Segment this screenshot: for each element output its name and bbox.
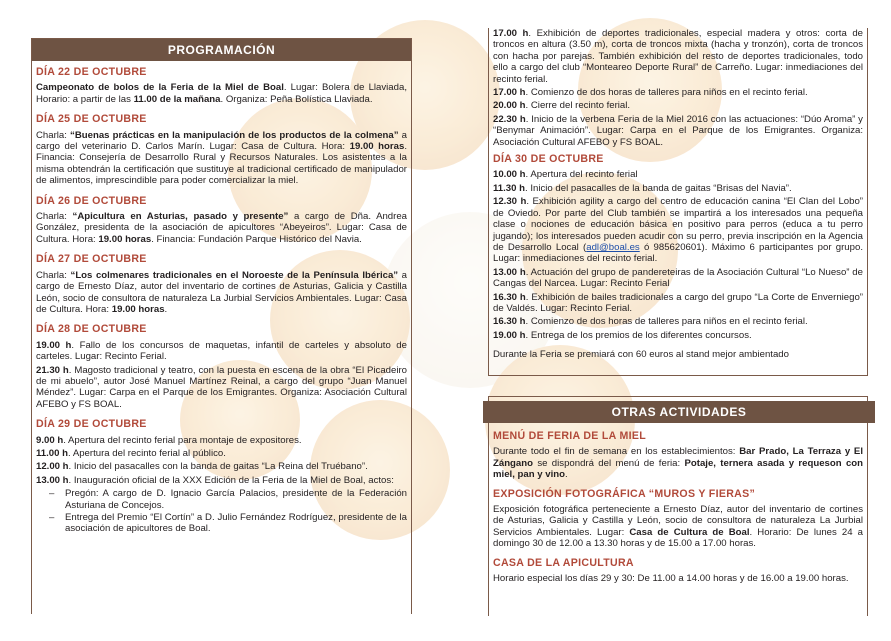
event-entry — [493, 100, 863, 111]
text-run: . Lugar: Bolera de Llaviada, Horario: a partir de las — [36, 82, 407, 105]
text-run: . Apertura del recinto ferial — [525, 169, 638, 181]
bold-text: 16.30 h — [493, 291, 526, 303]
bold-text: 22.30 h — [493, 113, 526, 125]
text-run: . Comienzo de dos horas de talleres para niños en el recinto ferial. — [525, 87, 808, 99]
event-entry — [36, 365, 407, 411]
event-entry — [36, 461, 407, 472]
text-run: Durante todo el fin de semana en los establecimientos: — [493, 446, 740, 458]
event-entry — [493, 267, 863, 290]
event-entry — [493, 28, 863, 85]
bold-text: 11.00 h — [36, 447, 69, 459]
event-entry — [493, 87, 863, 98]
sublist-item: – Entrega del Premio “El Cortín” a D. Julio Fernández Rodríguez, presidente de la asociación de apicultores de Boal. — [36, 512, 407, 535]
text-run: . Financia: Fundación Parque Histórico del Navia. — [151, 233, 362, 245]
text-run: se dispondrá del menú de feria: — [532, 457, 685, 469]
text-run: Charla: — [36, 269, 71, 281]
email-link[interactable]: adl@boal.es — [586, 241, 640, 253]
bold-text: 17.00 h — [493, 28, 529, 39]
day-heading: DÍA 22 DE OCTUBRE — [36, 66, 147, 78]
event-entry — [36, 340, 407, 363]
bold-text: 12.30 h — [493, 196, 527, 208]
bold-text: Potaje, ternera asada y requeson con miel, pan y vino — [493, 457, 863, 481]
bold-text: Casa de Cultura de Boal — [629, 526, 750, 538]
text-run: Charla: — [36, 211, 73, 223]
bold-text: 21.30 h — [36, 364, 69, 376]
event-entry — [493, 316, 863, 327]
continuation-content — [489, 28, 867, 361]
section-heading: CASA DE LA APICULTURA — [493, 556, 634, 569]
text-run: . Entrega de los premios de los diferentes concursos. — [525, 329, 752, 341]
event-entry — [36, 270, 407, 316]
text-run: Exposición fotográfica perteneciente a Ernesto Díaz, autor del inventario de cortines de Asturias, Galicia y Castilla y León, socio de consultora de naturaleza La Jurbial Servicios Ambientales. Lugar: — [493, 504, 863, 538]
event-entry — [493, 169, 863, 180]
day-heading: DÍA 25 DE OCTUBRE — [36, 113, 147, 126]
text-run: . Horario: De lunes 24 a domingo 30 de 12.00 a 13.30 horas y de 15.00 a 17.00 horas. — [493, 526, 864, 550]
programacion-title: PROGRAMACIÓN — [32, 39, 411, 61]
text-run: . Apertura del recinto ferial para montaje de expositores. — [63, 434, 302, 446]
text-run: Charla: — [36, 129, 71, 141]
bold-text: 9.00 h — [36, 434, 64, 446]
premio-note: Durante la Feria se premiará con 60 euros al stand mejor ambientado — [493, 349, 789, 361]
text-run: a cargo de Ernesto Díaz, autor del inventario de cortines de Asturias, Galicia y Castilla León, socio de consultora de naturaleza La Jurbial Servicios Ambientales. Lugar: Casa de Cultura. Hora: — [36, 269, 407, 315]
text-run: ó 985620601). Máximo 6 participantes por grupo. Lugar: inmediaciones del recinto ferial. — [493, 241, 863, 265]
bold-text: 13.00 h — [493, 266, 526, 278]
bold-text: “Los colmenares tradicionales en el Noroeste de la Península Ibérica” — [70, 269, 399, 281]
text-run: . Magosto tradicional y teatro, con la puesta en escena de la obra “El Picadeiro de mi abuelo”, autor José Manuel Martínez Reinal, a cargo del grupo “Juan Manuel Méndez”. Lugar: Carpa en el Parque de los Emigrantes. Organiza: Asociación Cultural AFEBO y FS BOAL. — [36, 364, 407, 410]
bold-text: 10.00 h — [493, 169, 526, 181]
section-text — [493, 573, 863, 584]
event-entry — [36, 475, 407, 486]
event-entry — [36, 435, 407, 446]
bold-text: 20.00 h — [493, 100, 526, 112]
text-run: . Inicio de la verbena Feria de la Miel 2016 con las actuaciones: “Dúo Aroma” y “Benymar Animación”. Lugar: Carpa en el Parque de los Emigrantes. Organiza: Asociación Cultural AFEBO y FS BOAL. — [493, 113, 863, 148]
event-entry — [36, 82, 407, 105]
text-run: . Financia: Consejería de Desarrollo Rural y Recursos Naturales. Los asistentes a la misma obtendrán la certificación que sustituye al tradicional certificado de manipulador de alimentos, imprescindible para poder comercializar la miel. — [36, 141, 407, 187]
text-run: a cargo del veterinario D. Carlos Marín. Lugar: Casa de Cultura. Hora: — [36, 129, 407, 153]
sublist-item: – Pregón: A cargo de D. Ignacio García Palacios, presidente de la Federación Asturiana de Concejos. — [36, 488, 407, 511]
section-text — [493, 446, 863, 480]
section-text — [493, 504, 863, 550]
text-run: . Inicio del pasacalles con la banda de gaitas “La Reina del Truébano”. — [68, 461, 368, 473]
text-run: . Fallo de los concursos de maquetas, infantil de carteles y absoluto de carteles. Lugar: Recinto Ferial. — [36, 339, 407, 363]
bold-text: 19.00 h — [493, 329, 526, 341]
text-run: . Exhibición agility a cargo del centro de educación canina “El Clan del Lobo” de Oviedo. Por parte del Club también se impartirá a los interesados una pequeña clase o nociones de educación básica en positivo para perros (educa a tu perro jugando); los interesados pueden acudir con su perro, previa inscripción en la Agencia de Desarrollo Local ( — [493, 196, 863, 253]
bold-text: 11.00 de la mañana — [133, 93, 221, 105]
otras-title: OTRAS ACTIVIDADES — [483, 401, 875, 423]
day-heading: DÍA 30 DE OCTUBRE — [493, 153, 604, 166]
event-entry — [36, 211, 407, 245]
bold-text: 19.00 horas — [349, 141, 405, 153]
bold-text: 12.00 h — [36, 461, 69, 473]
text-run: . Inicio del pasacalles de la banda de gaitas “Brisas del Navia”. — [525, 182, 792, 194]
text-run: . — [164, 303, 168, 315]
bold-text: 19.00 horas — [98, 233, 152, 245]
bold-text: Campeonato de bolos de la Feria de la Miel de Boal — [36, 82, 284, 94]
bold-text: Bar Prado, La Terraza y El Zángano — [493, 446, 863, 469]
event-entry — [493, 330, 863, 341]
text-run: . Actuación del grupo de pandereteiras de la Asociación Cultural “Lo Nueso” de Cangas del Narcea. Lugar: Recinto Ferial — [493, 266, 863, 290]
bold-text: 13.00 h — [36, 474, 69, 486]
bold-text: 17.00 h — [493, 87, 526, 99]
bold-text: 11.30 h — [493, 182, 526, 194]
bold-text: “Apicultura en Asturias, pasado y presente” — [72, 211, 289, 223]
bold-text: 16.30 h — [493, 316, 526, 328]
text-run: . Exhibición de bailes tradicionales a cargo del grupo “La Corte de Enverniego” de Valdés. Lugar: Recinto Ferial. — [493, 291, 863, 314]
day-heading: DÍA 29 DE OCTUBRE — [36, 418, 147, 431]
otras-panel — [488, 396, 868, 616]
programacion-content — [32, 67, 411, 535]
event-entry — [36, 448, 407, 459]
bold-text: 19.00 h — [36, 339, 72, 351]
day-heading: DÍA 27 DE OCTUBRE — [36, 253, 147, 266]
otras-content — [489, 431, 867, 584]
event-entry — [493, 183, 863, 194]
programacion-panel — [31, 38, 412, 614]
text-run: . Exhibición de deportes tradicionales, especial madera y otros: corta de troncos en altura (3.50 m), corta de troncos mixta (hacha y tronzón), corta de troncos con hacha por parejas. También exhibición del resto de deportes tradicionales, todo ello a cargo del club “Monteareo Deporte Rural” de Carreño. Lugar: inmediaciones del recinto ferial. — [493, 28, 863, 85]
event-sublist — [36, 488, 407, 535]
text-run: . Comienzo de dos horas de talleres para niños en el recinto ferial. — [525, 316, 808, 328]
event-entry — [493, 292, 863, 315]
text-run: Horario especial los días 29 y 30: De 11.00 a 14.00 horas y de 16.00 a 19.00 horas. — [493, 573, 849, 585]
bold-text: 19.00 horas — [111, 303, 165, 315]
text-run: . — [564, 469, 568, 481]
section-heading: EXPOSICIÓN FOTOGRÁFICA “MUROS Y FIERAS” — [493, 487, 756, 500]
text-run: . Cierre del recinto ferial. — [525, 100, 631, 112]
programacion-continuation-panel — [488, 28, 868, 376]
text-run: . Apertura del recinto ferial al público. — [68, 447, 226, 459]
event-entry — [493, 114, 863, 148]
text-run: . Inauguración oficial de la XXX Edición de la Feria de la Miel de Boal, actos: — [68, 474, 394, 486]
text-run: . Organiza: Peña Bolística Llaviada. — [220, 93, 373, 105]
text-run: a cargo de Dña. Andrea González, presidenta de la asociación de apicultores “Abeyeiros”. Lugar: Casa de Cultura. Hora: — [36, 211, 408, 245]
event-entry — [493, 196, 863, 264]
bold-text: “Buenas prácticas en la manipulación de los productos de la colmena” — [70, 129, 399, 141]
day-heading: DÍA 26 DE OCTUBRE — [36, 194, 147, 207]
day-heading: DÍA 28 DE OCTUBRE — [36, 323, 147, 336]
event-entry — [36, 130, 407, 187]
section-heading: MENÚ DE FERIA DE LA MIEL — [493, 430, 646, 442]
